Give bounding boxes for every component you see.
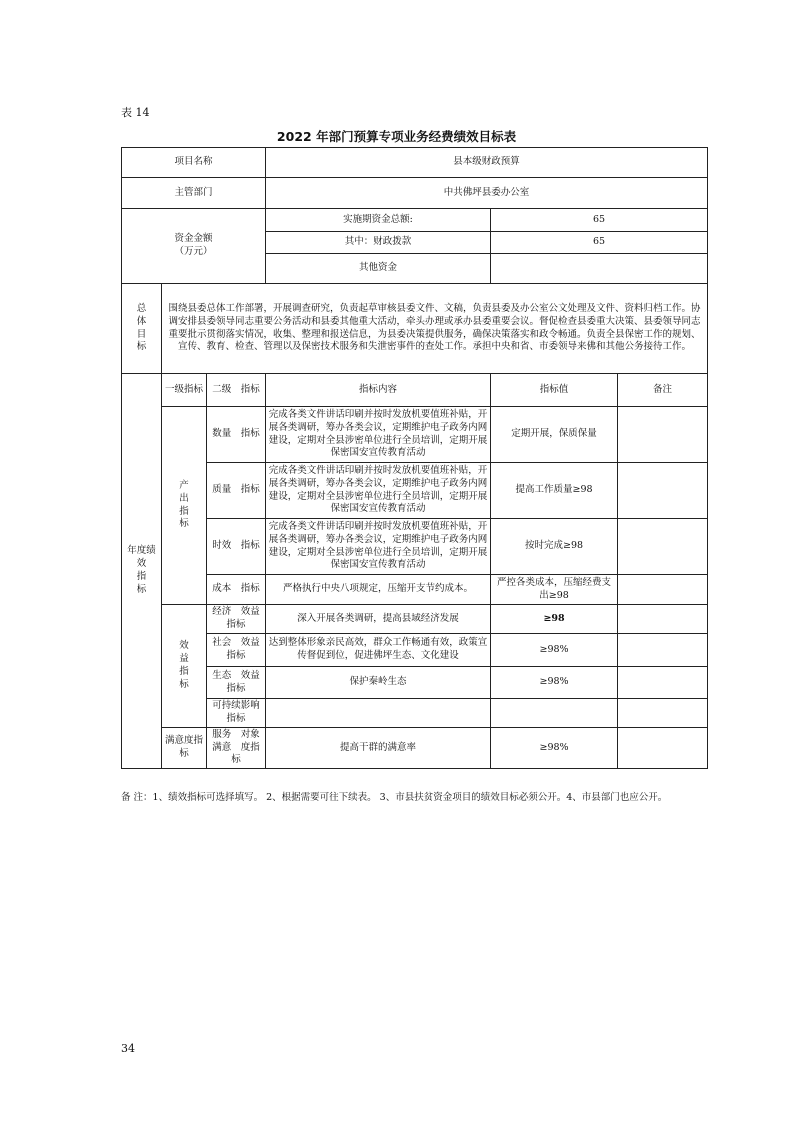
- performance-target-table: [121, 147, 708, 769]
- row-l2-economic: 经济 效益指标: [207, 605, 266, 634]
- overall-goal-text: [162, 284, 708, 374]
- row-content-social: 达到整体形象亲民高效，群众工作畅通有效，政策宣传督促到位，促进佛坪生态、文化建设: [266, 634, 491, 667]
- row-value-sustainable: [491, 699, 618, 728]
- funds-other-label: 其他资金: [266, 254, 491, 284]
- row-remark-ecological: [618, 667, 708, 699]
- funds-label: 资金金额 （万元）: [122, 209, 266, 284]
- header-content: 指标内容: [266, 374, 491, 407]
- row-remark-quantity: [618, 407, 708, 463]
- row-value-satisfaction: ≥98%: [491, 728, 618, 769]
- row-content-quality: 完成各类文件讲话印刷并按时发放机要值班补贴，开展各类调研，筹办各类会议，定期维护电子政务内网建设，定期对全县涉密单位进行全员培训，定期开展保密国安宣传教育活动: [266, 463, 491, 519]
- row-content-satisfaction: 提高干群的满意率: [266, 728, 491, 769]
- table-number: 表 14: [121, 106, 150, 119]
- overall-goal-label: 总 体 目 标: [122, 284, 162, 374]
- row-l2-cost: 成本 指标: [207, 575, 266, 605]
- annual-indicators-label: 年度绩 效 指 标: [122, 374, 162, 769]
- row-content-timeliness: 完成各类文件讲话印刷并按时发放机要值班补贴，开展各类调研，筹办各类会议，定期维护电子政务内网建设，定期对全县涉密单位进行全员培训，定期开展保密国安宣传教育活动: [266, 519, 491, 575]
- footnote: 备 注：1、绩效指标可选择填写。 2、根据需要可往下续表。 3、市县扶贫资金项目的绩效目标必须公开。4、市县部门也应公开。: [121, 792, 668, 803]
- row-l2-satisfaction: 服务 对象满意 度指标: [207, 728, 266, 769]
- header-level2: 二级 指标: [207, 374, 266, 407]
- row-content-economic: 深入开展各类调研，提高县域经济发展: [266, 605, 491, 634]
- row-remark-cost: [618, 575, 708, 605]
- funds-other-value: [491, 254, 708, 284]
- row-content-ecological: 保护秦岭生态: [266, 667, 491, 699]
- row-l2-timeliness: 时效 指标: [207, 519, 266, 575]
- row-l2-quantity: 数量 指标: [207, 407, 266, 463]
- row-remark-economic: [618, 605, 708, 634]
- department-value: 中共佛坪县委办公室: [266, 178, 708, 209]
- row-l2-ecological: 生态 效益指标: [207, 667, 266, 699]
- row-value-quantity: 定期开展，保质保量: [491, 407, 618, 463]
- row-value-quality: 提高工作质量≥98: [491, 463, 618, 519]
- row-remark-timeliness: [618, 519, 708, 575]
- row-l2-sustainable: 可持续影响指标: [207, 699, 266, 728]
- row-value-economic: ≥98: [491, 605, 618, 634]
- overall-goal-content: 围绕县委总体工作部署，开展调查研究，负责起草审核县委文件、文稿，负责县委及办公室公文处理及文件、资料归档工作。协调安排县委领导同志重要公务活动和县委其他重大活动，牵头办理或承办县委重要会议。督促检查县委重大决策、县委领导同志重要批示贯彻落实情况，收集、整理和报送信息，为县委决策提供服务，确保决策落实和政令畅通。负责全县保密工作的规划、宣传、教育、检查、管理以及保密技术服务和失泄密事件的查处工作。承担中央和省、市委领导来佛和其他公务接待工作。: [168, 302, 701, 353]
- row-l2-social: 社会 效益指标: [207, 634, 266, 667]
- document-title: 2022 年部门预算专项业务经费绩效目标表: [276, 129, 517, 144]
- funds-fiscal-value: 65: [491, 232, 708, 254]
- funds-total-value: 65: [491, 209, 708, 232]
- row-value-cost: 严控各类成本，压缩经费支出≥98: [491, 575, 618, 605]
- header-remark: 备注: [618, 374, 708, 407]
- row-value-social: ≥98%: [491, 634, 618, 667]
- row-l2-quality: 质量 指标: [207, 463, 266, 519]
- funds-fiscal-label: 其中：财政拨款: [266, 232, 491, 254]
- row-remark-sustainable: [618, 699, 708, 728]
- row-content-sustainable: [266, 699, 491, 728]
- project-name-label: 项目名称: [122, 148, 266, 178]
- row-remark-quality: [618, 463, 708, 519]
- project-name-value: 县本级财政预算: [266, 148, 708, 178]
- satisfaction-indicators-label: 满意度指 标: [162, 728, 207, 769]
- row-value-timeliness: 按时完成≥98: [491, 519, 618, 575]
- benefit-indicators-label: 效 益 指 标: [162, 605, 207, 728]
- row-value-ecological: ≥98%: [491, 667, 618, 699]
- row-remark-social: [618, 634, 708, 667]
- row-content-cost: 严格执行中央八项规定，压缩开支节约成本。: [266, 575, 491, 605]
- row-remark-satisfaction: [618, 728, 708, 769]
- page-number: 34: [121, 1042, 135, 1055]
- department-label: 主管部门: [122, 178, 266, 209]
- row-content-quantity: 完成各类文件讲话印刷并按时发放机要值班补贴，开展各类调研，筹办各类会议，定期维护电子政务内网建设，定期对全县涉密单位进行全员培训，定期开展保密国安宣传教育活动: [266, 407, 491, 463]
- funds-total-label: 实施期资金总额:: [266, 209, 491, 232]
- header-level1: 一级指标: [162, 374, 207, 407]
- output-indicators-label: 产 出 指 标: [162, 407, 207, 605]
- header-value: 指标值: [491, 374, 618, 407]
